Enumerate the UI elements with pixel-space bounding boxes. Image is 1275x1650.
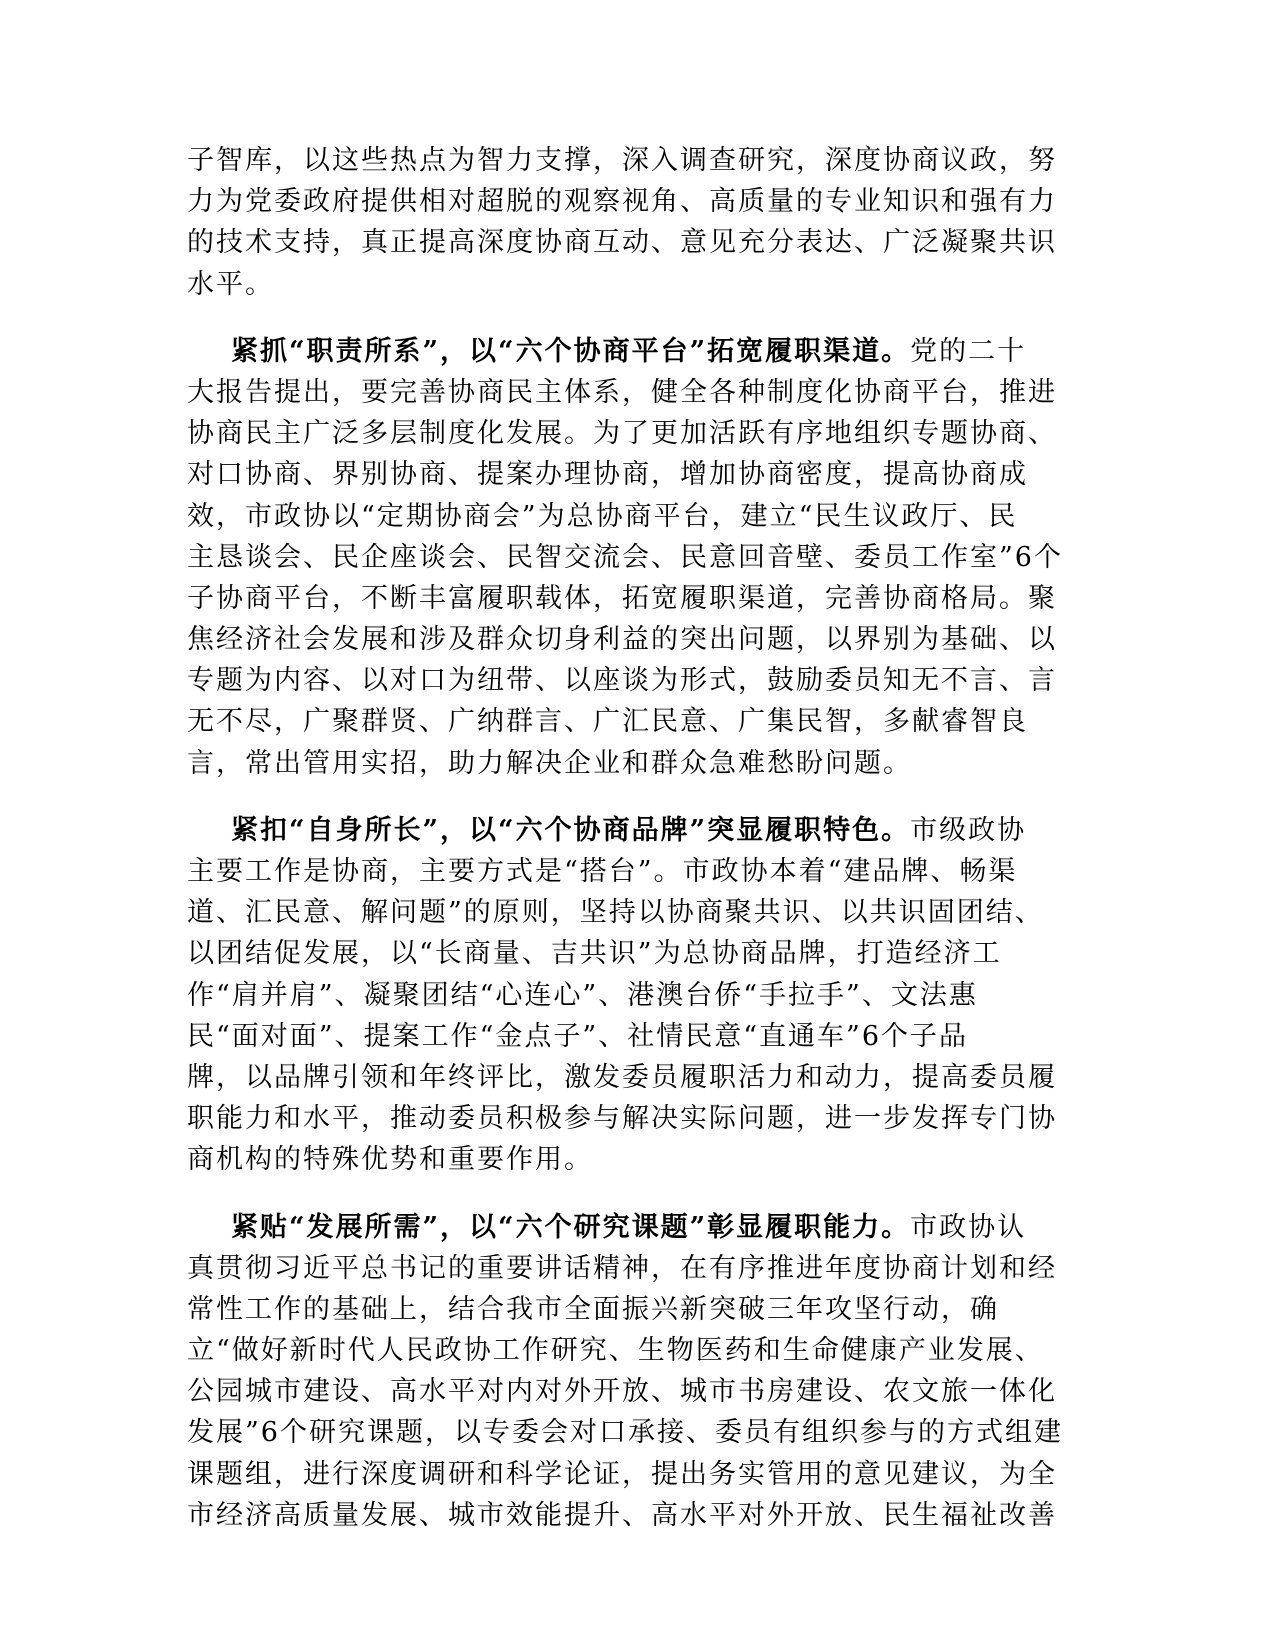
- text-line: 无不尽，广聚群贤、广纳群言、广汇民意、广集民智，多献睿智良: [187, 706, 1028, 738]
- text-line: 以团结促发展，以“长商量、吉共识”为总协商品牌，打造经济工: [187, 938, 1002, 970]
- text-line: 公园城市建设、高水平对内对外开放、城市书房建设、农文旅一体化: [187, 1376, 1057, 1408]
- text-line: 商机构的特殊优势和重要作用。: [187, 1144, 593, 1176]
- text-line: 主要工作是协商，主要方式是“搭台”。市政协本着“建品牌、畅渠: [187, 856, 1018, 887]
- text-line: 水平。: [187, 268, 274, 300]
- text-line: 焦经济社会发展和涉及群众切身利益的突出问题，以界别为基础、以: [187, 624, 1057, 656]
- text-line-first: [187, 331, 1089, 372]
- text-line: 真贯彻习近平总书记的重要讲话精神，在有序推进年度协商计划和经: [187, 1252, 1057, 1284]
- text-line: 牌，以品牌引领和年终评比，激发委员履职活力和动力，提高委员履: [187, 1061, 1057, 1093]
- text-line: 对口协商、界别协商、提案办理协商，增加协商密度，提高协商成: [187, 459, 1028, 491]
- text-line: 道、汇民意、解问题”的原则，坚持以协商聚共识、以共识固团结、: [187, 897, 1044, 929]
- paragraph-lead: 市级政协: [910, 814, 1027, 846]
- paragraph-4: [187, 1207, 1089, 1537]
- paragraph-lead: 市政协认: [910, 1211, 1027, 1243]
- text-line-first: [187, 1207, 1089, 1248]
- text-line: 子协商平台，不断丰富履职载体，拓宽履职渠道，完善协商格局。聚: [187, 582, 1057, 614]
- paragraph-1: [187, 140, 1089, 305]
- paragraph-lead: 党的二十: [910, 335, 1027, 367]
- text-line: 大报告提出，要完善协商民主体系，健全各种制度化协商平台，推进: [187, 376, 1057, 408]
- text-line: 专题为内容、以对口为纽带、以座谈为形式，鼓励委员知无不言、言: [187, 665, 1057, 697]
- text-line: 力为党委政府提供相对超脱的观察视角、高质量的专业知识和强有力: [187, 186, 1057, 218]
- text-line: 课题组，进行深度调研和科学论证，提出务实管用的意见建议，为全: [187, 1458, 1057, 1490]
- paragraph-2: [187, 331, 1089, 784]
- text-line: 协商民主广泛多层制度化发展。为了更加活跃有序地组织专题协商、: [187, 418, 1057, 450]
- text-line: 民“面对面”、提案工作“金点子”、社情民意“直通车”6个子品: [187, 1020, 968, 1052]
- text-line-first: [187, 810, 1089, 851]
- text-line: 作“肩并肩”、凝聚团结“心连心”、港澳台侨“手拉手”、文法惠: [187, 979, 978, 1011]
- text-line: 市经济高质量发展、城市效能提升、高水平对外开放、民生福祉改善: [187, 1499, 1057, 1531]
- text-line: 子智库，以这些热点为智力支撑，深入调查研究，深度协商议政，努: [187, 145, 1057, 176]
- text-line: 言，常出管用实招，助力解决企业和群众急难愁盼问题。: [187, 747, 912, 779]
- text-line: 立“做好新时代人民政协工作研究、生物医药和生命健康产业发展、: [187, 1335, 1044, 1367]
- paragraph-heading: 紧抓“职责所系”，以“六个协商平台”拓宽履职渠道。: [231, 335, 911, 367]
- paragraph-heading: 紧贴“发展所需”，以“六个研究课题”彰显履职能力。: [231, 1211, 911, 1243]
- text-line: 的技术支持，真正提高深度协商互动、意见充分表达、广泛凝聚共识: [187, 227, 1057, 259]
- text-line: 效，市政协以“定期协商会”为总协商平台，建立“民生议政厅、民: [187, 500, 1018, 532]
- text-line: 主恳谈会、民企座谈会、民智交流会、民意回音壁、委员工作室”6个: [187, 541, 1063, 573]
- text-line: 发展”6个研究课题，以专委会对口承接、委员有组织参与的方式组建: [187, 1417, 1063, 1449]
- paragraph-3: [187, 810, 1089, 1181]
- text-line: 职能力和水平，推动委员积极参与解决实际问题，进一步发挥专门协: [187, 1103, 1057, 1135]
- document-page: [187, 140, 1089, 1562]
- text-line: 常性工作的基础上，结合我市全面振兴新突破三年攻坚行动，确: [187, 1293, 999, 1325]
- paragraph-heading: 紧扣“自身所长”，以“六个协商品牌”突显履职特色。: [231, 814, 911, 846]
